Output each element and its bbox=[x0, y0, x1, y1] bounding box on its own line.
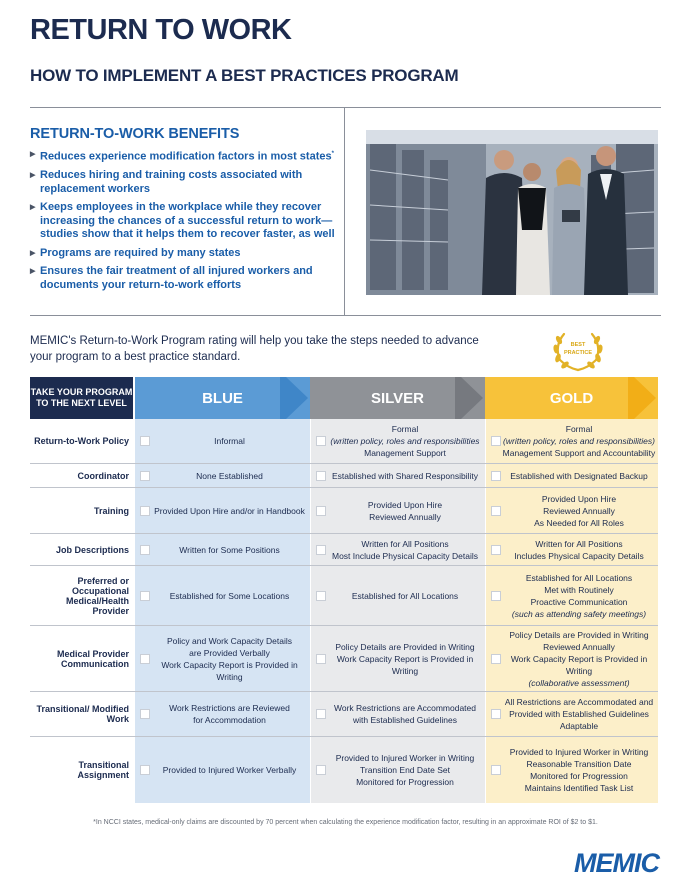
cell-line: Provided to Injured Worker in Writing bbox=[509, 747, 649, 757]
arrow-right-icon bbox=[280, 377, 310, 419]
checkbox[interactable] bbox=[491, 591, 501, 601]
cell-line: Management Support and Accountability bbox=[502, 448, 656, 458]
cell-line: for Accommodation bbox=[193, 715, 266, 725]
row-label: Coordinator bbox=[77, 470, 129, 481]
intro-text: MEMIC's Return-to-Work Program rating will help you take the steps needed to advance your program to a best practice standard. bbox=[30, 335, 479, 363]
cell-line: Reviewed Annually bbox=[369, 511, 441, 522]
arrow-right-icon bbox=[628, 377, 658, 419]
cell-line: (such as attending safety meetings) bbox=[511, 608, 647, 619]
cell-line: Established with Shared Responsibility bbox=[332, 470, 478, 481]
cell-line: (written policy, roles and responsibilities bbox=[330, 436, 480, 446]
benefit-item bbox=[30, 148, 340, 164]
page-title: RETURN TO WORK bbox=[30, 14, 292, 46]
cell-gold bbox=[485, 566, 658, 625]
vertical-divider bbox=[344, 108, 345, 315]
cell-line: are Provided Verbally bbox=[189, 647, 270, 658]
benefits-heading: RETURN-TO-WORK BENEFITS bbox=[30, 126, 240, 142]
cell-blue bbox=[135, 626, 310, 691]
cell-line: Provided Upon Hire bbox=[541, 493, 617, 504]
cell-line: Work Capacity Report is Provided in Writing bbox=[510, 653, 648, 676]
row-label: Job Descriptions bbox=[55, 544, 129, 555]
cell-gold bbox=[485, 534, 658, 565]
cell-line: None Established bbox=[196, 470, 263, 481]
row-label: Training bbox=[93, 505, 129, 516]
checkbox[interactable] bbox=[316, 436, 326, 446]
benefits-list bbox=[30, 148, 340, 292]
column-header-silver bbox=[310, 377, 485, 419]
checkbox[interactable] bbox=[491, 436, 501, 446]
cell-gold bbox=[485, 419, 658, 463]
row-label: Return-to-Work Policy bbox=[34, 436, 129, 446]
checkbox[interactable] bbox=[491, 545, 501, 555]
cell-line: Established for All Locations bbox=[525, 572, 633, 583]
cell-line: Management Support bbox=[364, 448, 446, 458]
cell-silver bbox=[310, 737, 485, 803]
table-row bbox=[30, 692, 658, 737]
cell-line: As Needed for All Roles bbox=[534, 517, 624, 528]
column-title: SILVER bbox=[370, 389, 425, 407]
cell-line: Established for Some Locations bbox=[169, 590, 290, 601]
cell-line: Work Restrictions are Reviewed bbox=[169, 703, 290, 713]
benefits-section bbox=[30, 126, 340, 297]
cell-line: Maintains Identified Task List bbox=[524, 783, 634, 793]
badge-line1: BEST bbox=[570, 342, 586, 348]
cell-line: Monitored for Progression bbox=[530, 771, 628, 781]
checkbox[interactable] bbox=[316, 545, 326, 555]
cell-silver bbox=[310, 692, 485, 736]
cell-line: Provided to Injured Worker Verbally bbox=[162, 765, 297, 775]
table-row bbox=[30, 626, 658, 692]
cell-silver bbox=[310, 566, 485, 625]
cell-line: Most Include Physical Capacity Details bbox=[332, 550, 478, 561]
benefit-text: Keeps employees in the workplace while they recover increasing the chances of a successful return to work—studies show that it helps them to recover faster, as well bbox=[40, 201, 335, 241]
checkbox[interactable] bbox=[140, 591, 150, 601]
cell-gold bbox=[485, 737, 658, 803]
cell-gold bbox=[485, 692, 658, 736]
cell-line: Work Restrictions are Accommodated bbox=[333, 703, 477, 713]
cell-blue bbox=[135, 488, 310, 533]
table-row bbox=[30, 419, 658, 464]
cell-line: Established for All Locations bbox=[351, 590, 459, 601]
cell-silver bbox=[310, 534, 485, 565]
table-row bbox=[30, 534, 658, 566]
header-label: TAKE YOUR PROGRAM TO THE NEXT LEVEL bbox=[30, 377, 133, 419]
cell-line: Provided to Injured Worker in Writing bbox=[335, 753, 475, 763]
checkbox[interactable] bbox=[316, 591, 326, 601]
benefit-text: Reduces experience modification factors in most states bbox=[40, 150, 332, 163]
badge-line2: PRACTICE bbox=[563, 350, 593, 356]
cell-gold bbox=[485, 626, 658, 691]
triangle-bullet-icon: ▶ bbox=[30, 268, 36, 276]
page-subtitle: HOW TO IMPLEMENT A BEST PRACTICES PROGRAM bbox=[30, 66, 459, 85]
table-row bbox=[30, 566, 658, 626]
cell-line: Informal bbox=[214, 436, 245, 446]
footnote-mark: * bbox=[331, 151, 334, 157]
best-practice-badge bbox=[548, 326, 608, 374]
cell-line: Written for All Positions bbox=[361, 538, 449, 549]
triangle-bullet-icon: ▶ bbox=[30, 151, 36, 158]
table-header bbox=[30, 377, 658, 419]
benefit-text: Programs are required by many states bbox=[40, 246, 241, 259]
triangle-bullet-icon: ▶ bbox=[30, 249, 36, 257]
checkbox[interactable] bbox=[491, 506, 501, 516]
cell-line: Provided Upon Hire and/or in Handbook bbox=[154, 505, 305, 516]
checkbox[interactable] bbox=[491, 765, 501, 775]
cell-line: Reasonable Transition Date bbox=[526, 759, 632, 769]
memic-logo: MEMIC bbox=[574, 848, 659, 878]
cell-silver bbox=[310, 488, 485, 533]
checkbox[interactable] bbox=[491, 709, 501, 719]
divider-middle bbox=[30, 315, 661, 316]
cell-line: Proactive Communication bbox=[530, 596, 628, 607]
cell-silver bbox=[310, 626, 485, 691]
cell-line: Met with Routinely bbox=[544, 584, 614, 595]
checkbox[interactable] bbox=[491, 654, 501, 664]
row-label: Transitional/ Modified Work bbox=[36, 704, 129, 724]
cell-line: with Established Guidelines bbox=[353, 715, 457, 725]
row-label: Preferred or Occupational Medical/Health Provider bbox=[65, 575, 129, 616]
column-header-blue bbox=[135, 377, 310, 419]
cell-line: Established with Designated Backup bbox=[510, 470, 648, 481]
cell-silver bbox=[310, 464, 485, 487]
column-title: GOLD bbox=[549, 389, 594, 407]
table-row bbox=[30, 464, 658, 488]
benefit-item bbox=[30, 201, 340, 242]
cell-gold bbox=[485, 488, 658, 533]
triangle-bullet-icon: ▶ bbox=[30, 204, 36, 212]
table-row bbox=[30, 488, 658, 534]
checkbox[interactable] bbox=[316, 709, 326, 719]
checkbox[interactable] bbox=[140, 709, 150, 719]
cell-line: Reviewed Annually bbox=[543, 505, 615, 516]
cell-blue bbox=[135, 566, 310, 625]
cell-line: Reviewed Annually bbox=[543, 641, 615, 652]
cell-blue bbox=[135, 419, 310, 463]
cell-line: Work Capacity Report is Provided in Writing bbox=[161, 659, 298, 682]
cell-line: Formal bbox=[565, 424, 593, 434]
column-header-gold bbox=[485, 377, 658, 419]
cell-line: Adaptable bbox=[559, 721, 599, 731]
checkbox[interactable] bbox=[140, 765, 150, 775]
table-body bbox=[30, 419, 658, 803]
cell-line: Written for All Positions bbox=[535, 538, 623, 549]
cell-line: (written policy, roles and responsibilities) bbox=[503, 436, 655, 446]
cell-silver bbox=[310, 419, 485, 463]
footnote: *In NCCI states, medical-only claims are discounted by 70 percent when calculating the experience modification factor, resulting in an approximate ROI of $2 to $1. bbox=[93, 819, 598, 826]
cell-blue bbox=[135, 692, 310, 736]
benefit-item bbox=[30, 247, 340, 261]
benefit-item bbox=[30, 169, 340, 196]
rating-table bbox=[30, 377, 658, 803]
cell-line: Policy Details are Provided in Writing bbox=[509, 629, 649, 640]
cell-line: Formal bbox=[391, 424, 419, 434]
cell-line: Provided Upon Hire bbox=[367, 499, 443, 510]
checkbox[interactable] bbox=[140, 654, 150, 664]
checkbox[interactable] bbox=[140, 545, 150, 555]
cell-blue bbox=[135, 534, 310, 565]
column-title: BLUE bbox=[202, 389, 243, 407]
cell-line: Policy and Work Capacity Details bbox=[166, 635, 293, 646]
checkbox[interactable] bbox=[491, 471, 501, 481]
cell-blue bbox=[135, 737, 310, 803]
workplace-photo bbox=[366, 130, 658, 295]
divider-top bbox=[30, 107, 661, 108]
benefit-text: Reduces hiring and training costs associated with replacement workers bbox=[40, 169, 303, 195]
triangle-bullet-icon: ▶ bbox=[30, 172, 36, 180]
checkbox[interactable] bbox=[140, 436, 150, 446]
checkbox[interactable] bbox=[316, 506, 326, 516]
benefit-text: Ensures the fair treatment of all injured workers and documents your return-to-work efforts bbox=[40, 265, 313, 291]
cell-line: Transition End Date Set bbox=[360, 765, 450, 775]
cell-line: Written for Some Positions bbox=[179, 544, 280, 555]
checkbox[interactable] bbox=[316, 654, 326, 664]
cell-line: Policy Details are Provided in Writing bbox=[335, 641, 475, 652]
row-label: Transitional Assignment bbox=[77, 760, 129, 780]
checkbox[interactable] bbox=[140, 471, 150, 481]
cell-line: Monitored for Progression bbox=[356, 777, 454, 787]
cell-line: Includes Physical Capacity Details bbox=[514, 550, 644, 561]
cell-line: (collaborative assessment) bbox=[528, 677, 630, 688]
checkbox[interactable] bbox=[140, 506, 150, 516]
cell-line: All Restrictions are Accommodated and bbox=[504, 697, 654, 707]
table-row bbox=[30, 737, 658, 803]
cell-line: Work Capacity Report is Provided in Writing bbox=[336, 653, 474, 676]
benefit-item bbox=[30, 265, 340, 292]
checkbox[interactable] bbox=[316, 471, 326, 481]
checkbox[interactable] bbox=[316, 765, 326, 775]
cell-blue bbox=[135, 464, 310, 487]
row-label: Medical Provider Communication bbox=[56, 648, 129, 669]
arrow-right-icon bbox=[455, 377, 485, 419]
cell-gold bbox=[485, 464, 658, 487]
cell-line: Provided with Established Guidelines bbox=[509, 709, 649, 719]
